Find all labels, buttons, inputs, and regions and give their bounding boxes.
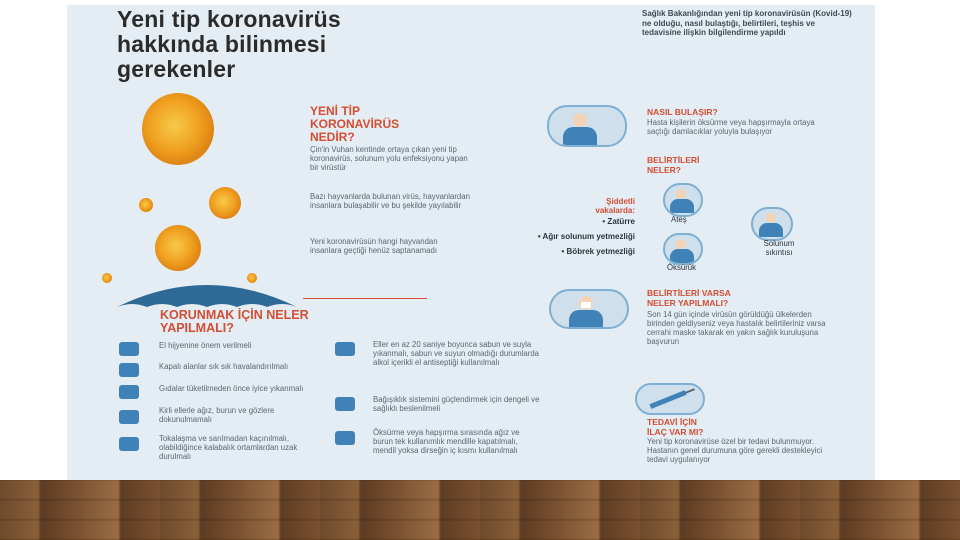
virus-tiny-icon — [102, 273, 112, 283]
healthy-food-icon — [335, 397, 355, 411]
wooden-floor-background — [0, 480, 960, 540]
syringe-icon — [635, 383, 705, 415]
heading-line: KORONAVİRÜS — [310, 117, 400, 131]
handshake-icon — [119, 437, 139, 451]
prevention-item: El hijyenine önem verilmeli — [159, 341, 252, 350]
symptoms-heading — [647, 155, 699, 175]
cough-icon — [663, 233, 703, 265]
heading-line: BELİRTİLERİ — [647, 155, 700, 165]
food-washing-icon — [119, 385, 139, 399]
if-symptoms-text: Son 14 gün içinde virüsün görüldüğü ülkelerden birinden geldiyseniz veya hastalık belirtileriniz varsa cerrahi maske takarak en yakın sağlık kuruluşuna başvurun — [647, 310, 826, 346]
what-is-heading — [310, 105, 399, 144]
transmission-text: Hasta kişilerin öksürme veya hapşırmayla ortaya saçtığı damlacıklar yoluyla bulaşıyor — [647, 118, 815, 136]
prevention-item: Kapalı alanlar sık sık havalandırılmalı — [159, 362, 289, 371]
heading-line: NEDİR? — [310, 130, 355, 144]
prevention-heading — [160, 309, 309, 335]
heading-line: YENİ TİP — [310, 104, 361, 118]
prevention-item: Gıdalar tüketilmeden önce iyice yıkanmalı — [159, 384, 304, 393]
hand-washing-icon — [335, 342, 355, 356]
virus-large-icon — [142, 93, 214, 165]
transmission-heading: NASIL BULAŞIR? — [647, 107, 718, 117]
cough-label: Öksürük — [667, 263, 697, 272]
severe-cases-list — [537, 217, 635, 256]
heading-line: vakalarda: — [595, 206, 635, 215]
breathing-difficulty-icon — [751, 207, 793, 241]
severe-cases-heading — [557, 197, 635, 215]
what-is-paragraph: Yeni koronavirüsün hangi hayvandan insanlara geçtiği henüz saptanamadı — [310, 237, 438, 255]
list-item: • Zatürre — [602, 217, 635, 226]
hand-hygiene-icon — [119, 342, 139, 356]
page-title — [117, 7, 341, 82]
virus-medium-icon — [155, 225, 201, 271]
virus-small-icon — [209, 187, 241, 219]
intro-text: Sağlık Bakanlığından yeni tip koronavirüsün (Kovid-19) ne olduğu, nasıl bulaştığı, belirtileri, teşhis ve tedavisine ilişkin bilgilendirme yapıldı — [642, 9, 852, 37]
prevention-item: Tokalaşma ve sarılmadan kaçınılmalı, olabildiğince kalabalık ortamlardan uzak durulmalı — [159, 434, 298, 461]
title-line: hakkında bilinmesi — [117, 31, 327, 57]
prevention-item: Öksürme veya hapşırma sırasında ağız ve burun tek kullanımlık mendille kapatılmalı, mendil yoksa dirseğin iç kısmı kullanılmalı — [373, 428, 520, 455]
heading-line: YAPILMALI? — [160, 321, 234, 335]
title-line: Yeni tip koronavirüs — [117, 6, 341, 32]
sneeze-cover-icon — [335, 431, 355, 445]
heading-line: İLAÇ VAR MI? — [647, 427, 704, 437]
what-is-paragraph: Çin'in Vuhan kentinde ortaya çıkan yeni tip koronavirüs, solunum yolu enfeksiyonu yapan bir virüstür — [310, 145, 468, 172]
label-line: sıkıntısı — [765, 248, 793, 257]
list-item: • Ağır solunum yetmezliği — [537, 232, 635, 241]
title-line: gerekenler — [117, 56, 236, 82]
infographic-poster — [67, 5, 875, 480]
heading-line: Şiddetli — [606, 197, 635, 206]
prevention-item: Bağışıklık sistemini güçlendirmek için dengeli ve sağlıklı beslenilmeli — [373, 395, 540, 413]
section-divider — [303, 298, 427, 299]
breathing-difficulty-label — [751, 239, 807, 257]
medicine-heading — [647, 417, 704, 437]
heading-line: TEDAVİ İÇİN — [647, 417, 697, 427]
heading-line: KORUNMAK İÇİN NELER — [160, 308, 309, 322]
fever-icon — [663, 183, 703, 217]
virus-tiny-icon — [139, 198, 153, 212]
fever-label: Ateş — [671, 215, 687, 224]
medicine-text: Yeni tip koronavirüse özel bir tedavi bulunmuyor. Hastanın genel durumuna göre gerekli destekleyici tedavi uygulanıyor — [647, 437, 823, 464]
umbrella-icon — [117, 275, 297, 309]
heading-line: BELİRTİLERİ VARSA — [647, 288, 731, 298]
what-is-paragraph: Bazı hayvanlarda bulunan virüs, hayvanlardan insanlara bulaşabilir ve bu şekilde yayılabilir — [310, 192, 470, 210]
list-item: • Böbrek yetmezliği — [561, 247, 635, 256]
heading-line: NELER YAPILMALI? — [647, 298, 729, 308]
label-line: Solunum — [763, 239, 795, 248]
prevention-item: Kirli ellerle ağız, burun ve gözlere dokunulmamalı — [159, 406, 275, 424]
prevention-item: Eller en az 20 saniye boyunca sabun ve suyla yıkanmalı, sabun ve suyun olmadığı durumlarda alkol içerikli el antiseptiği kullanılmalı — [373, 340, 539, 367]
masked-person-icon — [549, 289, 629, 329]
face-touch-icon — [119, 410, 139, 424]
ventilation-icon — [119, 363, 139, 377]
heading-line: NELER? — [647, 165, 681, 175]
sneezing-person-icon — [547, 105, 627, 147]
if-symptoms-heading — [647, 288, 731, 308]
